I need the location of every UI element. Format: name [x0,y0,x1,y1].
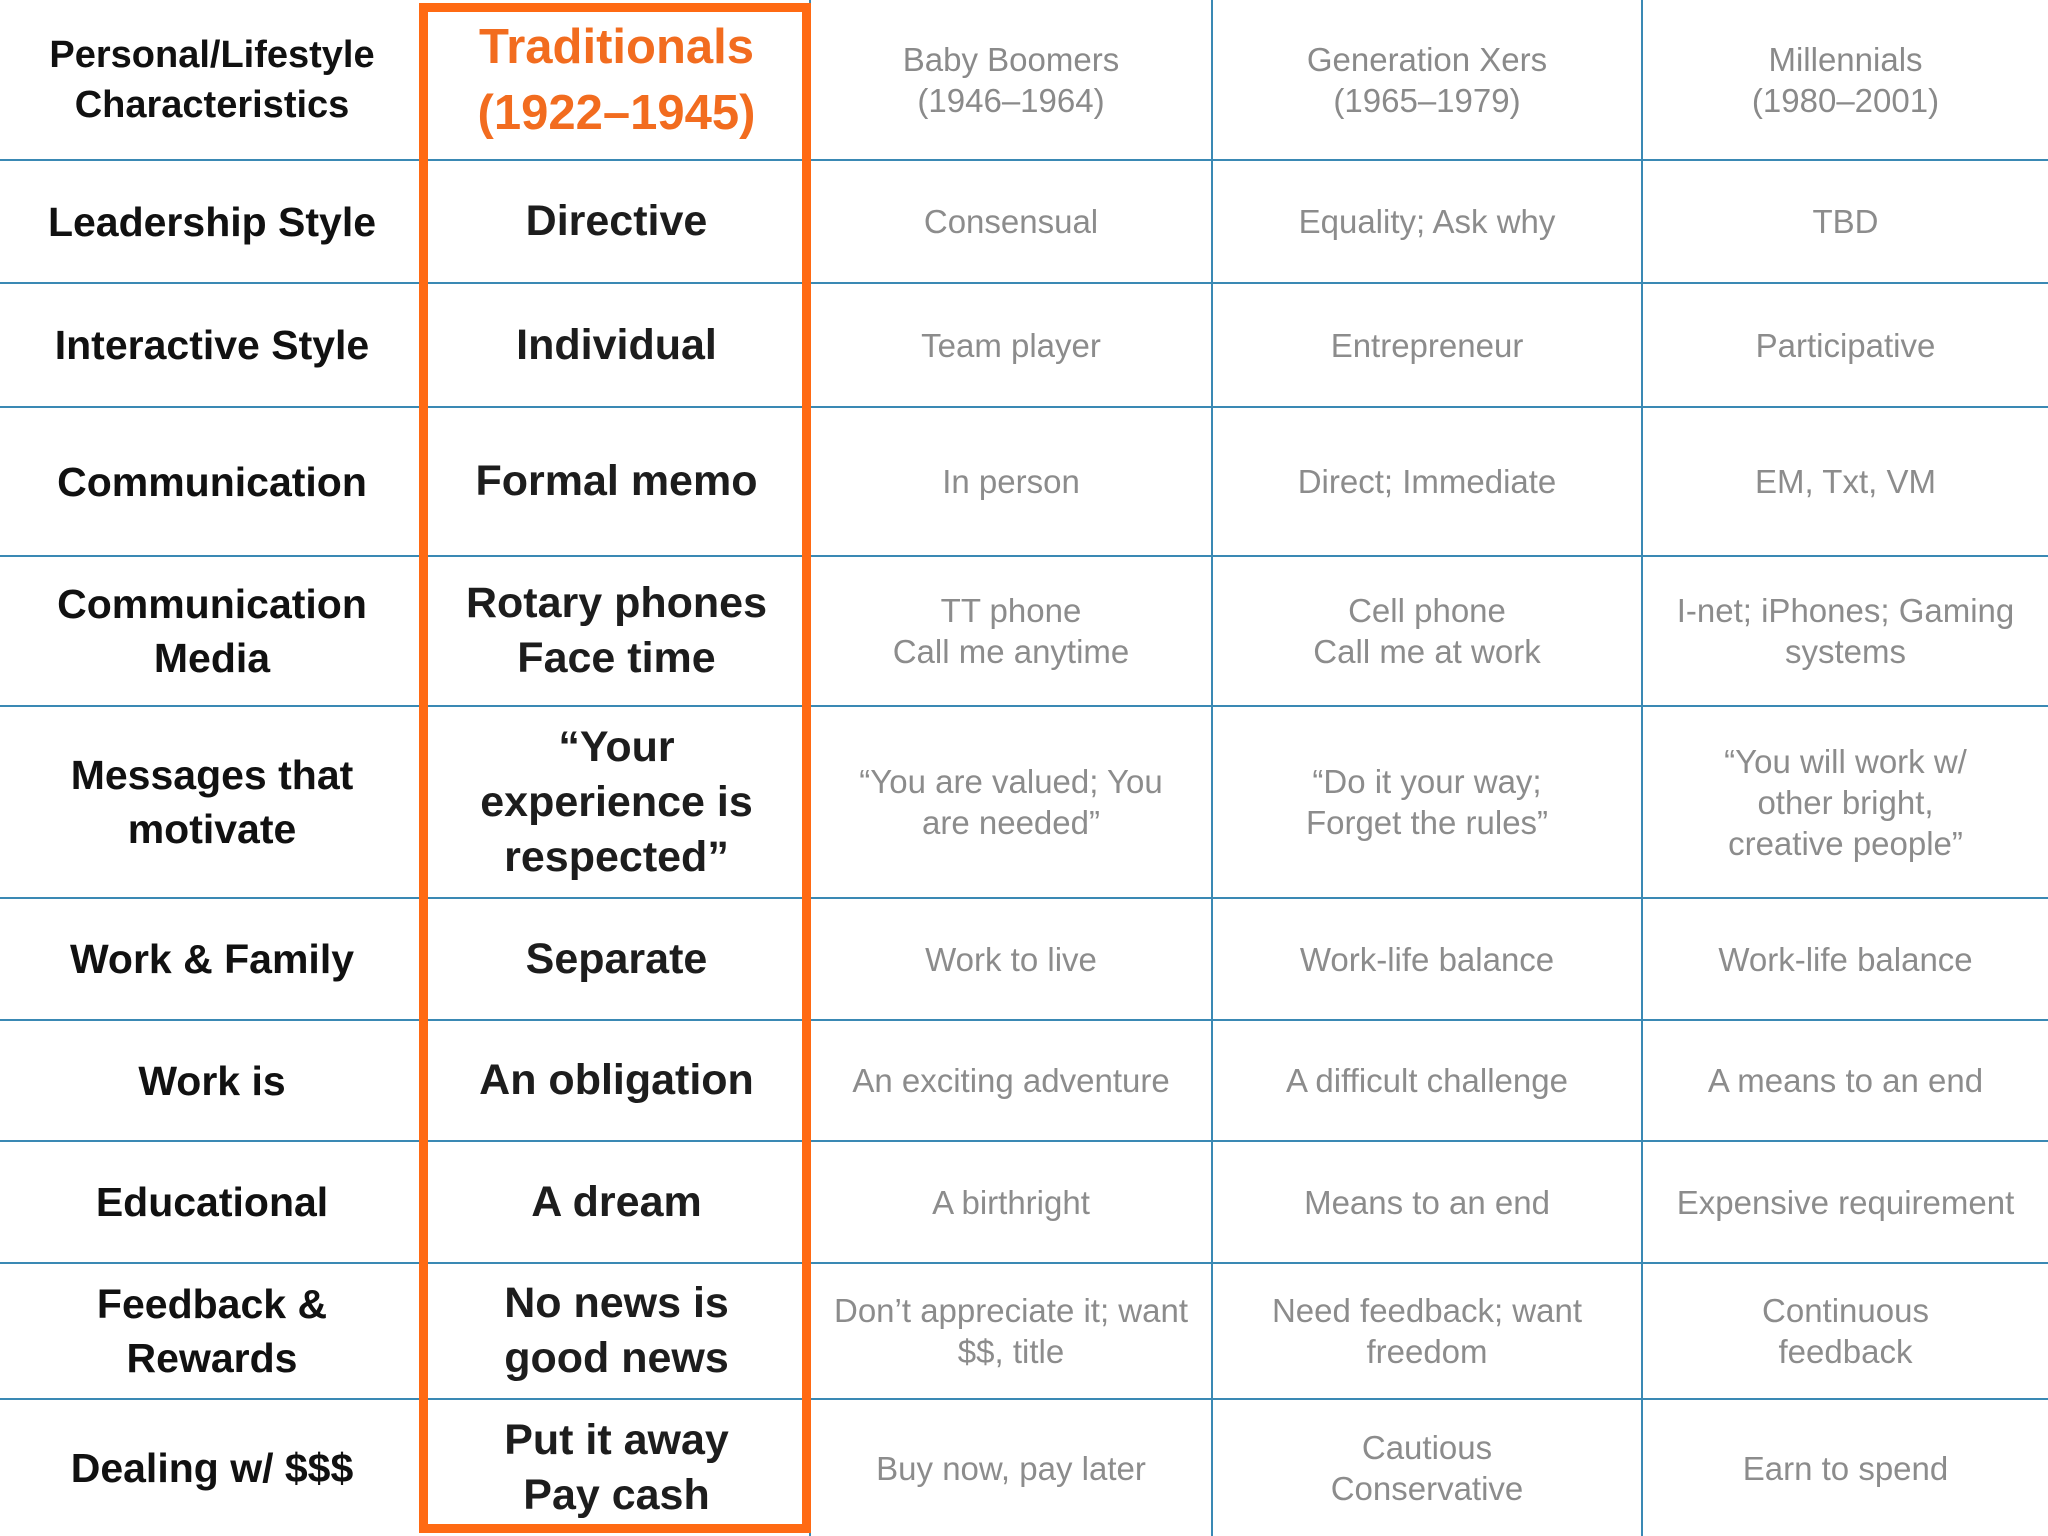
header-label: Personal/Lifestyle Characteristics [0,0,424,161]
millennials-cell: I-net; iPhones; Gaming systems [1641,557,2048,707]
millennials-cell: Continuous feedback [1641,1264,2048,1400]
millennials-cell: A means to an end [1641,1021,2048,1142]
millennials-cell: “You will work w/ other bright, creative people” [1641,707,2048,899]
boomers-cell: A birthright [809,1142,1211,1264]
header-generation-xers: Generation Xers (1965–1979) [1211,0,1641,161]
traditionals-cell: Directive [424,161,809,284]
row-label: Communication [0,408,424,557]
row-label: Dealing w/ $$$ [0,1400,424,1536]
traditionals-cell: “Your experience is respected” [424,707,809,899]
row-label: Work & Family [0,899,424,1021]
genx-cell: Work-life balance [1211,899,1641,1021]
millennials-cell: Expensive requirement [1641,1142,2048,1264]
millennials-cell: Earn to spend [1641,1400,2048,1536]
boomers-cell: An exciting adventure [809,1021,1211,1142]
header-baby-boomers: Baby Boomers (1946–1964) [809,0,1211,161]
genx-cell: Cell phone Call me at work [1211,557,1641,707]
genx-cell: Cautious Conservative [1211,1400,1641,1536]
row-label: Leadership Style [0,161,424,284]
row-label: Feedback & Rewards [0,1264,424,1400]
boomers-cell: Don’t appreciate it; want $$, title [809,1264,1211,1400]
boomers-cell: Consensual [809,161,1211,284]
boomers-cell: Work to live [809,899,1211,1021]
header-traditionals: Traditionals (1922–1945) [424,0,809,161]
genx-cell: Direct; Immediate [1211,408,1641,557]
traditionals-cell: Individual [424,284,809,408]
boomers-cell: Team player [809,284,1211,408]
boomers-cell: In person [809,408,1211,557]
row-label: Messages that motivate [0,707,424,899]
traditionals-cell: Rotary phones Face time [424,557,809,707]
millennials-cell: Participative [1641,284,2048,408]
row-label: Work is [0,1021,424,1142]
traditionals-cell: An obligation [424,1021,809,1142]
genx-cell: Need feedback; want freedom [1211,1264,1641,1400]
traditionals-cell: Formal memo [424,408,809,557]
row-label: Communication Media [0,557,424,707]
traditionals-cell: A dream [424,1142,809,1264]
boomers-cell: Buy now, pay later [809,1400,1211,1536]
traditionals-cell: No news is good news [424,1264,809,1400]
traditionals-cell: Put it away Pay cash [424,1400,809,1536]
genx-cell: Entrepreneur [1211,284,1641,408]
millennials-cell: Work-life balance [1641,899,2048,1021]
boomers-cell: “You are valued; You are needed” [809,707,1211,899]
genx-cell: Equality; Ask why [1211,161,1641,284]
traditionals-cell: Separate [424,899,809,1021]
row-label: Interactive Style [0,284,424,408]
row-label: Educational [0,1142,424,1264]
millennials-cell: EM, Txt, VM [1641,408,2048,557]
genx-cell: A difficult challenge [1211,1021,1641,1142]
genx-cell: Means to an end [1211,1142,1641,1264]
header-millennials: Millennials (1980–2001) [1641,0,2048,161]
boomers-cell: TT phone Call me anytime [809,557,1211,707]
genx-cell: “Do it your way; Forget the rules” [1211,707,1641,899]
millennials-cell: TBD [1641,161,2048,284]
